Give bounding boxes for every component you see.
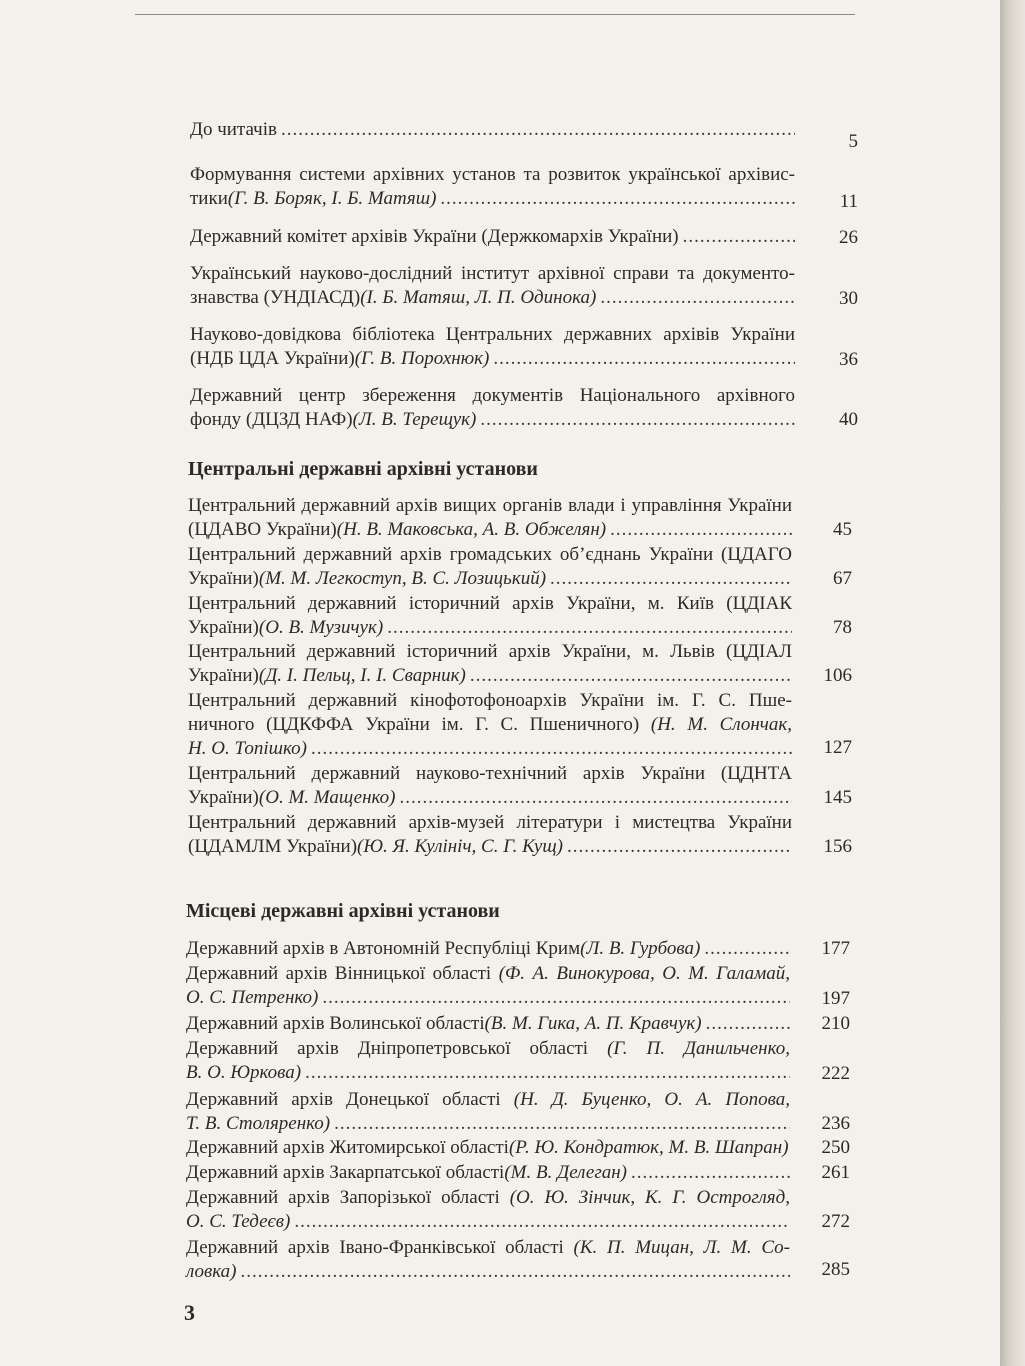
entry-title-text: Державний архів в Автономній Республіці Крим <box>186 938 581 959</box>
leader-dots <box>683 225 795 249</box>
entry-title-text: Державний архів Вінницької області <box>186 963 499 984</box>
toc-entry[interactable] <box>190 118 795 142</box>
toc-entry[interactable] <box>190 225 795 249</box>
toc-entry[interactable] <box>186 1186 790 1234</box>
entry-title-text: Державний центр збереження документів Національного архівного <box>190 385 795 406</box>
entry-title-text: ничного (ЦДКФФА України ім. Г. С. Пшеничного) <box>188 714 651 735</box>
toc-entry[interactable] <box>186 937 790 961</box>
entry-page-number: 106 <box>823 665 852 686</box>
entry-last-line <box>186 986 790 1010</box>
entry-page-number: 127 <box>823 737 852 758</box>
entry-title-text: Державний архів Івано-Франківської області <box>186 1237 574 1258</box>
toc-entry[interactable] <box>188 494 792 542</box>
entry-last-line <box>188 786 792 810</box>
entry-title-line <box>188 811 792 835</box>
entry-title-line <box>186 1186 790 1210</box>
entry-title-line <box>188 592 792 616</box>
entry-last-line <box>186 1061 790 1085</box>
entry-authors: (І. Б. Матяш, Л. П. Одинока) <box>360 287 597 308</box>
entry-page-number: 30 <box>839 288 858 309</box>
entry-page-number: 156 <box>823 836 852 857</box>
entry-title-text: Центральний державний архів громадських об’єднань України (ЦДАГО <box>188 544 792 565</box>
entry-page-number: 5 <box>848 131 858 152</box>
entry-authors: (М. В. Делеган) <box>504 1162 628 1183</box>
toc-entry[interactable] <box>188 811 792 859</box>
entry-authors: Н. О. Топішко) <box>188 738 307 759</box>
entry-authors: (О. М. Мащенко) <box>258 787 396 808</box>
toc-entry[interactable] <box>186 1037 790 1085</box>
entry-authors: (Г. В. Порохнюк) <box>354 348 490 369</box>
entry-page-number: 272 <box>821 1211 850 1232</box>
entry-page-number: 78 <box>833 617 852 638</box>
entry-title-text: Центральний державний архів-музей літератури і мистецтва України <box>188 812 792 833</box>
entry-last-line <box>190 187 795 211</box>
entry-authors: (Н. М. Слончак, <box>650 714 792 735</box>
entry-page-number: 222 <box>821 1063 850 1084</box>
entry-last-line <box>188 835 792 859</box>
leader-dots <box>334 1112 790 1136</box>
entry-title-text: знавства (УНДІАСД) <box>190 287 361 308</box>
entry-title-line <box>188 762 792 786</box>
entry-title-line <box>188 494 792 518</box>
leader-dots <box>706 1012 790 1036</box>
entry-last-line <box>186 1161 790 1185</box>
entry-title-text: України) <box>188 787 259 808</box>
entry-authors: (К. П. Мицан, Л. М. Со- <box>573 1237 790 1258</box>
entry-title-text: Центральний державний науково-технічний архів України (ЦДНТА <box>188 763 792 784</box>
entry-last-line <box>186 1210 790 1234</box>
entry-authors: В. О. Юркова) <box>186 1062 302 1083</box>
leader-dots <box>550 567 792 591</box>
toc-entry[interactable] <box>186 1161 790 1185</box>
toc-entry[interactable] <box>190 163 795 211</box>
toc-entry[interactable] <box>190 384 795 432</box>
entry-title-text: Український науково-дослідний інститут архівної справи та документо- <box>190 263 795 284</box>
entry-authors: (Н. Д. Буценко, О. А. Попова, <box>513 1089 790 1110</box>
entry-title-text: До читачів <box>190 119 277 140</box>
toc-entry[interactable] <box>188 592 792 640</box>
entry-authors: (Н. В. Маковська, А. В. Обжелян) <box>336 519 607 540</box>
entry-authors: (О. Ю. Зінчик, К. Г. Острогляд, <box>509 1187 790 1208</box>
entry-title-line <box>186 1236 790 1260</box>
leader-dots <box>241 1260 790 1284</box>
entry-title-text: Державний архів Дніпропетровської області <box>186 1038 608 1059</box>
entry-authors: (М. М. Легкоступ, В. С. Лозицький) <box>258 568 547 589</box>
entry-page-number: 177 <box>821 938 850 959</box>
entry-last-line <box>190 118 795 142</box>
entry-authors: (Л. В. Терещук) <box>352 409 477 430</box>
entry-title-text: Науково-довідкова бібліотека Центральних державних архівів України <box>190 324 795 345</box>
entry-page-number: 261 <box>821 1162 850 1183</box>
entry-title-text: Державний архів Донецької області <box>186 1089 514 1110</box>
toc-entry[interactable] <box>186 1088 790 1136</box>
entry-title-line <box>188 543 792 567</box>
leader-dots <box>600 286 795 310</box>
leader-dots <box>305 1061 790 1085</box>
toc-entry[interactable] <box>188 640 792 688</box>
toc-entry[interactable] <box>188 762 792 810</box>
entry-title-line <box>190 323 795 347</box>
page-edge <box>1000 0 1025 1366</box>
leader-dots <box>567 835 792 859</box>
entry-page-number: 36 <box>839 349 858 370</box>
entry-authors: (В. М. Гика, А. П. Кравчук) <box>484 1013 702 1034</box>
toc-entry[interactable] <box>190 323 795 371</box>
entry-last-line <box>188 616 792 640</box>
entry-page-number: 210 <box>821 1013 850 1034</box>
entry-title-line <box>190 384 795 408</box>
entry-page-number: 40 <box>839 409 858 430</box>
toc-entry[interactable] <box>186 962 790 1010</box>
entry-last-line <box>190 225 795 249</box>
toc-entry[interactable] <box>186 1236 790 1284</box>
entry-title-text: Формування системи архівних установ та розвиток української архівис- <box>190 164 795 185</box>
entry-title-line <box>188 713 792 737</box>
page-number: 3 <box>184 1300 195 1325</box>
entry-title-text: Державний архів Закарпатської області <box>186 1162 505 1183</box>
leader-dots <box>294 1210 790 1234</box>
entry-page-number: 285 <box>821 1259 850 1280</box>
entry-title-text: фонду (ДЦЗД НАФ) <box>190 409 353 430</box>
entry-authors: Т. В. Столяренко) <box>186 1113 331 1134</box>
entry-title-text: Державний комітет архівів України (Держкомархів України) <box>190 226 679 247</box>
entry-title-line <box>188 689 792 713</box>
toc-entry[interactable] <box>190 262 795 310</box>
entry-authors: (Д. І. Пельц, І. І. Сварник) <box>258 665 466 686</box>
toc-entry[interactable] <box>186 1136 790 1160</box>
entry-last-line <box>188 567 792 591</box>
entry-authors: (Л. В. Гурбова) <box>580 938 701 959</box>
entry-title-text: (ЦДАМЛМ України) <box>188 836 358 857</box>
section-heading: Центральні державні архівні установи <box>188 458 538 480</box>
entry-authors: (Ю. Я. Кулініч, С. Г. Кущ) <box>357 836 563 857</box>
entry-last-line <box>188 664 792 688</box>
entry-title-line <box>190 262 795 286</box>
leader-dots <box>631 1161 790 1185</box>
toc-entry[interactable] <box>188 543 792 591</box>
entry-title-line <box>190 163 795 187</box>
entry-authors: (Г. П. Данильченко, <box>607 1038 790 1059</box>
entry-last-line <box>186 1012 790 1036</box>
entry-last-line <box>190 408 795 432</box>
entry-title-text: Центральний державний архів вищих органів влади і управління України <box>188 495 792 516</box>
entry-title-text: України) <box>188 568 259 589</box>
entry-title-line <box>188 640 792 664</box>
entry-title-text: (НДБ ЦДА України) <box>190 348 355 369</box>
entry-page-number: 45 <box>833 519 852 540</box>
leader-dots <box>322 986 790 1010</box>
entry-title-text: Державний архів Житомирської області <box>186 1137 509 1158</box>
toc-entry[interactable] <box>188 689 792 761</box>
entry-title-text: України) <box>188 617 259 638</box>
leader-dots <box>480 408 795 432</box>
entry-title-text: Державний архів Волинської області <box>186 1013 485 1034</box>
entry-authors: (Ф. А. Винокурова, О. М. Галамай, <box>498 963 790 984</box>
entry-authors: ловка) <box>186 1261 237 1282</box>
entry-title-line <box>186 1037 790 1061</box>
entry-authors: О. С. Петренко) <box>186 987 319 1008</box>
entry-page-number: 236 <box>821 1113 850 1134</box>
entry-title-text: Центральний державний історичний архів України, м. Львів (ЦДІАЛ <box>188 641 792 662</box>
entry-title-text: України) <box>188 665 259 686</box>
leader-dots <box>704 937 790 961</box>
leader-dots <box>311 737 792 761</box>
entry-last-line <box>186 1136 790 1160</box>
entry-page-number: 197 <box>821 988 850 1009</box>
entry-title-text: тики <box>190 188 228 209</box>
entry-authors: (Р. Ю. Кондратюк, М. В. Шапран) <box>508 1137 789 1158</box>
leader-dots <box>400 786 793 810</box>
entry-page-number: 11 <box>839 191 858 212</box>
leader-dots <box>440 187 795 211</box>
entry-last-line <box>186 1260 790 1284</box>
entry-title-text: Центральний державний історичний архів України, м. Київ (ЦДІАК <box>188 593 792 614</box>
section-heading: Місцеві державні архівні установи <box>186 900 500 922</box>
entry-title-line <box>186 962 790 986</box>
entry-authors: (Г. В. Боряк, І. Б. Матяш) <box>227 188 437 209</box>
entry-title-text: Центральний державний кінофотофоноархів України ім. Г. С. Пше- <box>188 690 792 711</box>
entry-page-number: 250 <box>821 1137 850 1158</box>
toc-entry[interactable] <box>186 1012 790 1036</box>
entry-last-line <box>190 286 795 310</box>
entry-title-text: (ЦДАВО України) <box>188 519 337 540</box>
entry-authors: О. С. Тедеєв) <box>186 1211 291 1232</box>
entry-page-number: 67 <box>833 568 852 589</box>
entry-last-line <box>186 937 790 961</box>
entry-authors: (О. В. Музичук) <box>258 617 384 638</box>
entry-title-text: Державний архів Запорізької області <box>186 1187 510 1208</box>
leader-dots <box>387 616 792 640</box>
entry-last-line <box>186 1112 790 1136</box>
leader-dots <box>610 518 792 542</box>
entry-title-line <box>186 1088 790 1112</box>
leader-dots <box>493 347 795 371</box>
entry-page-number: 145 <box>823 787 852 808</box>
entry-last-line <box>188 737 792 761</box>
leader-dots <box>470 664 792 688</box>
leader-dots <box>281 118 795 142</box>
entry-last-line <box>190 347 795 371</box>
entry-last-line <box>188 518 792 542</box>
entry-page-number: 26 <box>839 227 858 248</box>
